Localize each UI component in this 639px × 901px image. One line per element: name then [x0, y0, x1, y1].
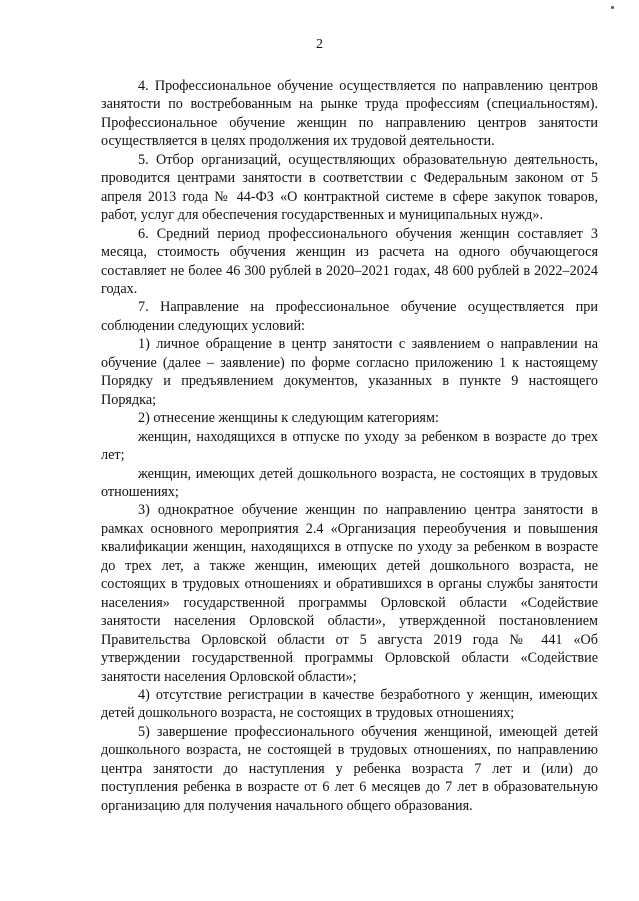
document-body — [101, 77, 598, 815]
page-number: 2 — [316, 37, 323, 52]
condition-1: 1) личное обращение в центр занятости с заявлением о направлении на обучение (далее – заявление) по форме согласно приложению 1 к настоящему Порядку и предъявлением документов, указанных в пункте 9 настоящего Порядка; — [101, 336, 598, 408]
paragraph-7: 7. Направление на профессиональное обучение осуществляется при соблюдении следующих условий: — [101, 299, 598, 334]
paragraph-4: 4. Профессиональное обучение осуществляется по направлению центров занятости по востребованным на рынке труда профессиям (специальностям). Профессиональное обучение женщин по направлению центров занятости осуществляется в целях продолжения их трудовой деятельности. — [101, 78, 598, 150]
category-women-preschool-children: женщин, имеющих детей дошкольного возраста, не состоящих в трудовых отношениях; — [101, 465, 598, 500]
condition-3: 3) однократное обучение женщин по направлению центра занятости в рамках основного мероприятия 2.4 «Организация переобучения и повышения квалификации женщин, находящихся в отпуске по уходу за ребенком в возрасте до трех лет, а также женщин, имеющих детей дошкольного возраста, не состоящих в трудовых отношениях и обратившихся в органы службы занятости населения» государственной программы Орловской области «Содействие занятости населения Орловской области», утвержденной постановлением Правительства Орловской области от 5 августа 2019 года № 441 «Об утверждении государственной программы Орловской области «Содействие занятости населения Орловской области»; — [101, 502, 598, 685]
condition-5: 5) завершение профессионального обучения женщиной, имеющей детей дошкольного возраста, не состоящей в трудовых отношениях, по направлению центра занятости до наступления у ребенка возраста 7 лет и (или) до поступления ребенка в возрасте от 6 лет 6 месяцев до 7 лет в образовательную организацию для получения начального общего образования. — [101, 723, 598, 814]
condition-4: 4) отсутствие регистрации в качестве безработного у женщин, имеющих детей дошкольного возраста, не состоящих в трудовых отношениях; — [101, 686, 598, 722]
category-women-on-leave: женщин, находящихся в отпуске по уходу за ребенком в возрасте до трех лет; — [101, 428, 598, 464]
paragraph-6: 6. Средний период профессионального обучения женщин составляет 3 месяца, стоимость обучения женщин из расчета на одного обучающегося составляет не более 46 300 рублей в 2020–2021 годах, 48 600 рублей в 2022–2024 годах. — [101, 225, 598, 297]
paragraph-5: 5. Отбор организаций, осуществляющих образовательную деятельность, проводится центрами занятости в соответствии с Федеральным законом от 5 апреля 2013 года № 44-ФЗ «О контрактной системе в сфере закупок товаров, работ, услуг для обеспечения государственных и муниципальных нужд». — [101, 151, 598, 224]
scan-dot — [611, 6, 614, 9]
condition-2: 2) отнесение женщины к следующим категориям: — [138, 410, 439, 427]
